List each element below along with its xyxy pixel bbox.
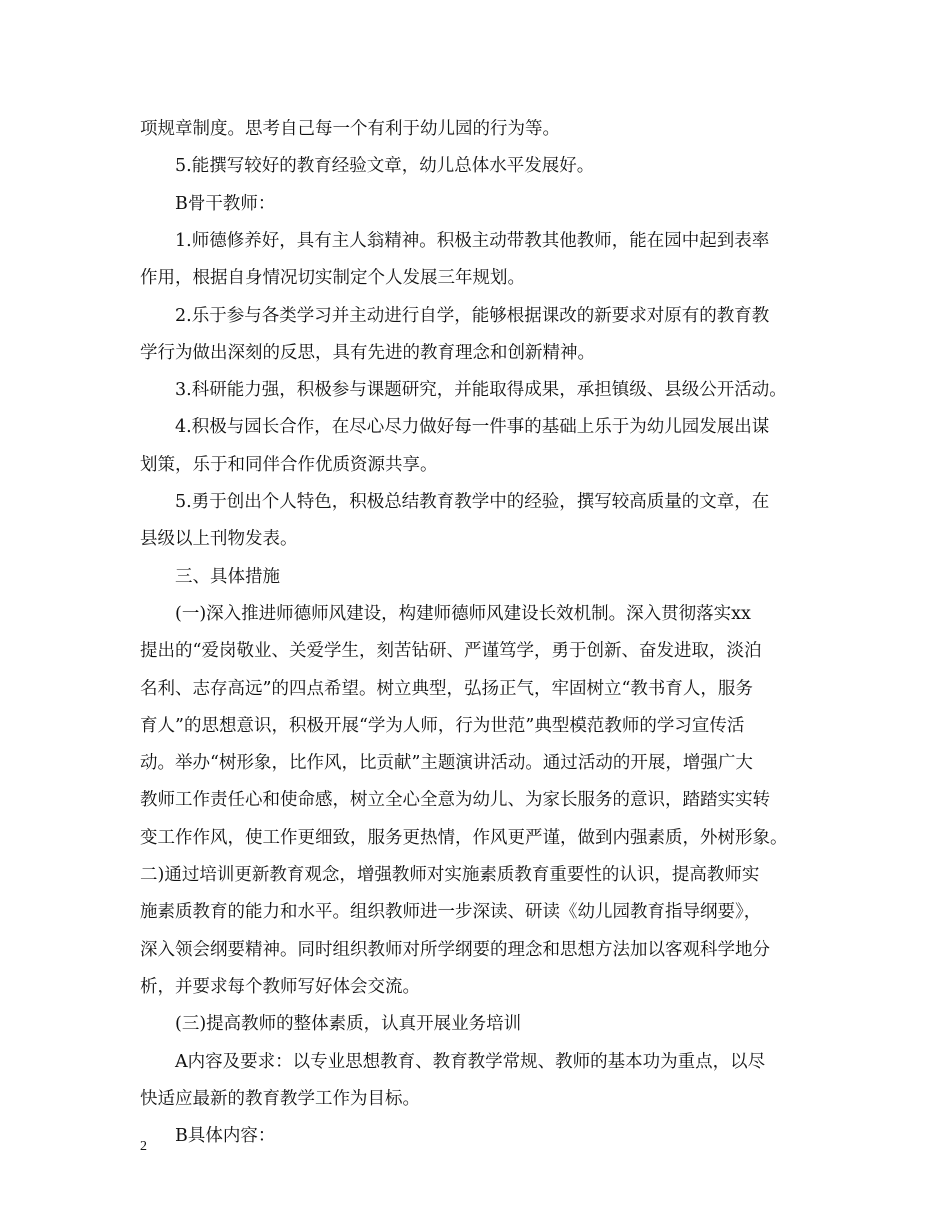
text-line: 2.乐于参与各类学习并主动进行自学，能够根据课改的新要求对原有的教育教 [175,305,770,326]
text-line: 学行为做出深刻的反思，具有先进的教育理念和创新精神。 [140,342,595,363]
text-line: 深入领会纲要精神。同时组织教师对所学纲要的理念和思想方法加以客观科学地分 [140,939,770,960]
text-line: 5.能撰写较好的教育经验文章，幼儿总体水平发展好。 [175,156,595,177]
text-line: 变工作作风，使工作更细致，服务更热情，作风更严谨，做到内强素质，外树形象。 [140,827,788,848]
text-line: 项规章制度。思考自己每一个有利于幼儿园的行为等。 [140,119,560,139]
text-line: 县级以上刊物发表。 [140,529,298,550]
text-line: A内容及要求：以专业思想教育、教育教学常规、教师的基本功为重点，以尽 [175,1051,766,1072]
page-number: 2 [140,1139,147,1154]
text-line: 4.积极与园长合作，在尽心尽力做好每一件事的基础上乐于为幼儿园发展出谋 [175,417,770,438]
text-line: 作用，根据自身情况切实制定个人发展三年规划。 [140,268,525,289]
text-line: 二)通过培训更新教育观念，增强教师对实施素质教育重要性的认识，提高教师实 [140,865,760,885]
text-line: (一)深入推进师德师风建设，构建师德师风建设长效机制。深入贯彻落实xx [175,603,751,624]
text-line: 施素质教育的能力和水平。组织教师进一步深读、研读《幼儿园教育指导纲要》， [140,902,762,923]
text-line: 3.科研能力强，积极参与课题研究，并能取得成果，承担镇级、县级公开活动。 [175,380,787,401]
text-line: 育人”的思想意识，积极开展“学为人师，行为世范”典型模范教师的学习宣传活 [140,715,745,736]
text-line: 1.师德修养好，具有主人翁精神。积极主动带教其他教师，能在园中起到表率 [175,230,770,251]
text-line: 5.勇于创出个人特色，积极总结教育教学中的经验，撰写较高质量的文章，在 [175,492,770,512]
text-line: (三)提高教师的整体素质，认真开展业务培训 [175,1014,522,1035]
text-line: 提出的“爱岗敬业、关爱学生，刻苦钻研、严谨笃学，勇于创新、奋发进取，淡泊 [140,641,762,662]
text-line: 析，并要求每个教师写好体会交流。 [140,976,420,997]
text-line: 划策，乐于和同伴合作优质资源共享。 [140,454,438,475]
text-line: 名利、志存高远”的四点希望。树立典型，弘扬正气，牢固树立“教书育人，服务 [140,678,753,699]
text-line: B具体内容： [175,1126,276,1147]
text-line: 快适应最新的教育教学工作为目标。 [140,1088,420,1109]
text-line: 教师工作责任心和使命感，树立全心全意为幼儿、为家长服务的意识，踏踏实实转 [140,790,770,811]
text-line: 三、具体措施 [175,566,280,587]
text-line: B骨干教师： [175,193,276,214]
text-line: 动。举办“树形象，比作风，比贡献”主题演讲活动。通过活动的开展，增强广大 [140,753,753,774]
